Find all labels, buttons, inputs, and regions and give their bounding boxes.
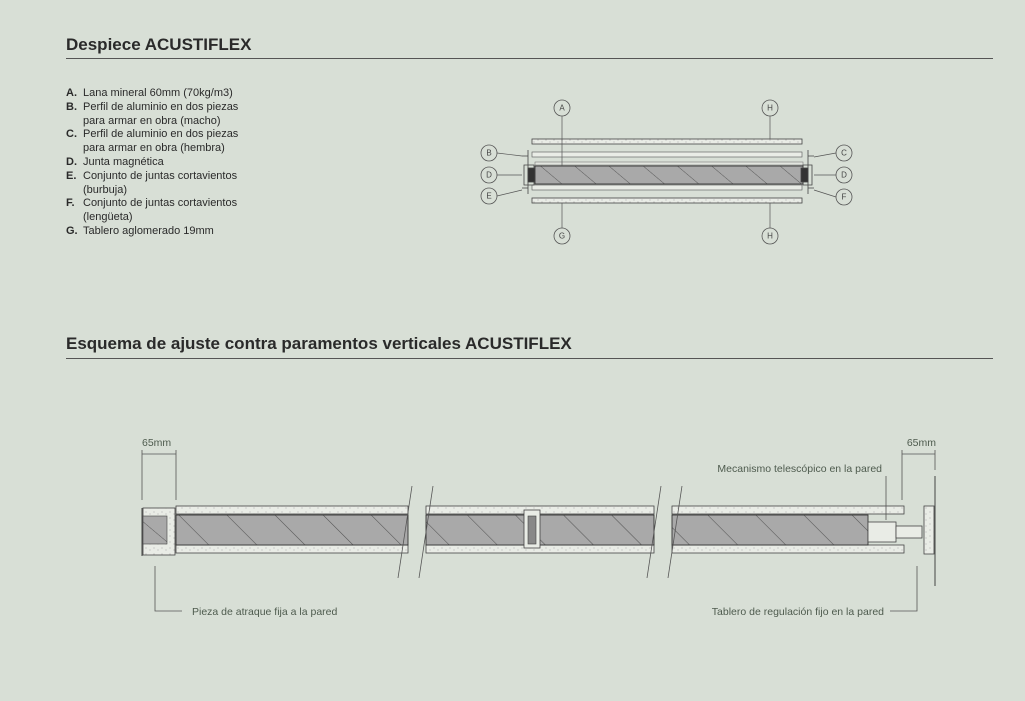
legend-text: Perfil de aluminio en dos piezas para armar en obra (macho) bbox=[83, 100, 239, 127]
legend-key: B. bbox=[66, 100, 77, 113]
legend-key: G. bbox=[66, 224, 78, 237]
strike-piece-core bbox=[143, 516, 167, 544]
plate-top bbox=[532, 152, 802, 157]
joint-seal bbox=[528, 516, 536, 544]
callout-label: D bbox=[841, 170, 847, 180]
section-title-esquema: Esquema de ajuste contra paramentos verticales ACUSTIFLEX bbox=[66, 334, 572, 353]
title-divider bbox=[66, 358, 993, 359]
legend-text: Tablero aglomerado 19mm bbox=[83, 224, 214, 237]
legend-text: Lana mineral 60mm (70kg/m3) bbox=[83, 87, 233, 99]
panel-top-board bbox=[672, 506, 904, 514]
callout-label: G bbox=[558, 231, 566, 241]
legend-key: C. bbox=[66, 128, 77, 141]
legend-text: Conjunto de juntas cortavientos (burbuja) bbox=[83, 169, 238, 196]
legend-key: D. bbox=[66, 155, 77, 168]
mineral-wool-core bbox=[535, 166, 803, 184]
legend-text: Conjunto de juntas cortavientos (lengüeta) bbox=[83, 197, 238, 224]
callout-label: C bbox=[841, 148, 847, 158]
panel-wool-core bbox=[672, 515, 868, 545]
legend-text: Perfil de aluminio en dos piezas para armar en obra (hembra) bbox=[83, 128, 239, 155]
callout-label: H bbox=[767, 231, 773, 241]
core-facing-top bbox=[535, 162, 803, 165]
adjustment-board bbox=[924, 506, 934, 554]
label-telescopic-mechanism: Mecanismo telescópico en la pared bbox=[717, 463, 882, 475]
panel-top-board bbox=[176, 506, 408, 514]
panel-wool-core bbox=[176, 515, 408, 545]
callout-label: H bbox=[767, 103, 773, 113]
section-title-despiece: Despiece ACUSTIFLEX bbox=[66, 35, 252, 54]
callout-label: D bbox=[486, 170, 492, 180]
telescopic-mechanism bbox=[868, 522, 896, 542]
legend-key: A. bbox=[66, 87, 77, 99]
label-adjustment-board: Tablero de regulación fijo en la pared bbox=[711, 606, 884, 618]
bottom-board bbox=[532, 198, 802, 203]
legend-key: E. bbox=[66, 169, 77, 182]
dimension-left: 65mm bbox=[142, 437, 172, 449]
telescopic-rod bbox=[896, 526, 922, 538]
profile-female-right bbox=[801, 150, 814, 194]
callout-label: B bbox=[486, 148, 492, 158]
top-board bbox=[532, 139, 802, 144]
callout-label: A bbox=[559, 103, 565, 113]
callout-label: F bbox=[841, 192, 847, 202]
panel-bottom-board bbox=[672, 545, 904, 553]
legend-text: Junta magnética bbox=[83, 155, 164, 168]
legend-key: F. bbox=[66, 197, 75, 210]
panel-bottom-board bbox=[176, 545, 408, 553]
callout-label: E bbox=[486, 191, 492, 201]
label-fixed-strike-piece: Pieza de atraque fija a la pared bbox=[192, 606, 338, 618]
dimension-right: 65mm bbox=[906, 437, 936, 449]
plate-bottom bbox=[532, 185, 802, 190]
